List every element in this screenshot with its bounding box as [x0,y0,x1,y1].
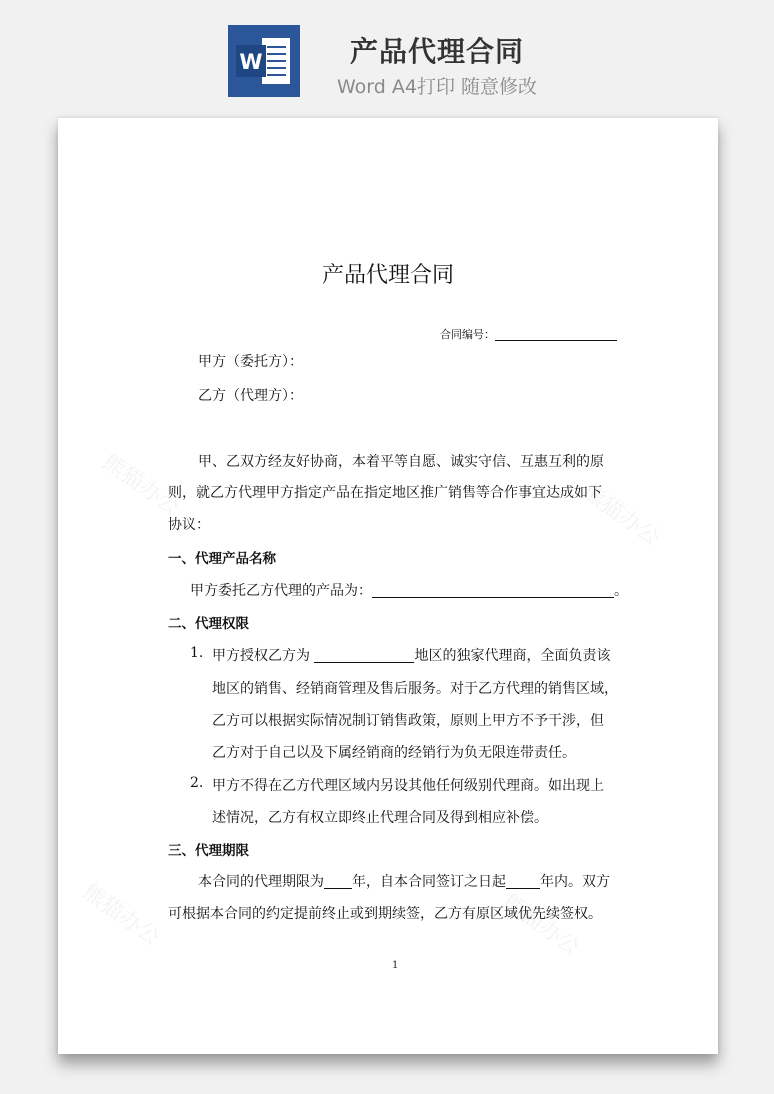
section-heading: 二、代理权限 [168,616,249,632]
product-name-end: 。 [614,583,628,599]
party-b: 乙方（代理方）： [198,388,303,404]
product-name-label: 甲方委托乙方代理的产品为： [190,583,372,599]
section-heading: 一、代理产品名称 [168,551,276,567]
watermark: 熊猫办公 [577,479,665,551]
watermark: 熊猫办公 [97,449,185,521]
list-item-line: 地区的销售、经销商管理及售后服务。对于乙方代理的销售区域， [212,681,618,697]
list-item-line: 乙方对于自己以及下属经销商的经销行为负无限连带责任。 [212,745,576,761]
watermark: 熊猫办公 [77,879,165,951]
section-heading: 三、代理期限 [168,843,249,859]
header [0,0,774,118]
intro-paragraph-line: 甲、乙双方经友好协商，本着平等自愿、诚实守信、互惠互利的原 [198,454,604,470]
contract-number-label: 合同编号： [440,328,495,341]
word-icon-letter: W [239,50,263,74]
party-a: 甲方（委托方）： [198,354,303,370]
contract-number-blank[interactable] [495,326,617,341]
list-item-line: 述情况，乙方有权立即终止代理合同及得到相应补偿。 [212,810,548,826]
list-item-line: 甲方不得在乙方代理区域内另设其他任何级别代理商。如出现上 [212,778,604,794]
contract-number [440,326,617,342]
territory-text: 地区的独家代理商，全面负责该 [414,648,611,664]
list-item-number: 2. [190,775,204,791]
list-item-line: 乙方可以根据实际情况制订销售政策，原则上甲方不予干涉，但 [212,713,604,729]
page-number: 1 [392,960,399,971]
header-subtitle: Word A4打印 随意修改 [336,76,537,98]
watermark: 熊猫办公 [497,889,585,961]
list-item-line [212,645,610,665]
term-text-end: 年内。双方 [540,874,610,890]
document-page [58,118,718,1054]
term-within-blank[interactable] [506,874,540,889]
term-label: 本合同的代理期限为 [198,874,324,890]
document-title: 产品代理合同 [321,263,454,288]
term-text: 年，自本合同签订之日起 [352,874,506,890]
term-paragraph-line: 可根据本合同的约定提前终止或到期续签，乙方有原区域优先续签权。 [168,906,602,922]
product-name-line [190,580,628,600]
product-name-blank[interactable] [372,583,614,598]
term-years-blank[interactable] [324,874,352,889]
list-item-number: 1. [190,645,204,661]
territory-blank[interactable] [314,648,414,663]
intro-paragraph-line: 协议： [168,517,210,533]
word-icon [228,25,300,97]
term-paragraph-line [198,871,610,891]
territory-label: 甲方授权乙方为 [212,648,310,664]
header-title: 产品代理合同 [349,35,524,68]
intro-paragraph-line: 则，就乙方代理甲方指定产品在指定地区推广销售等合作事宜达成如下 [168,485,602,501]
